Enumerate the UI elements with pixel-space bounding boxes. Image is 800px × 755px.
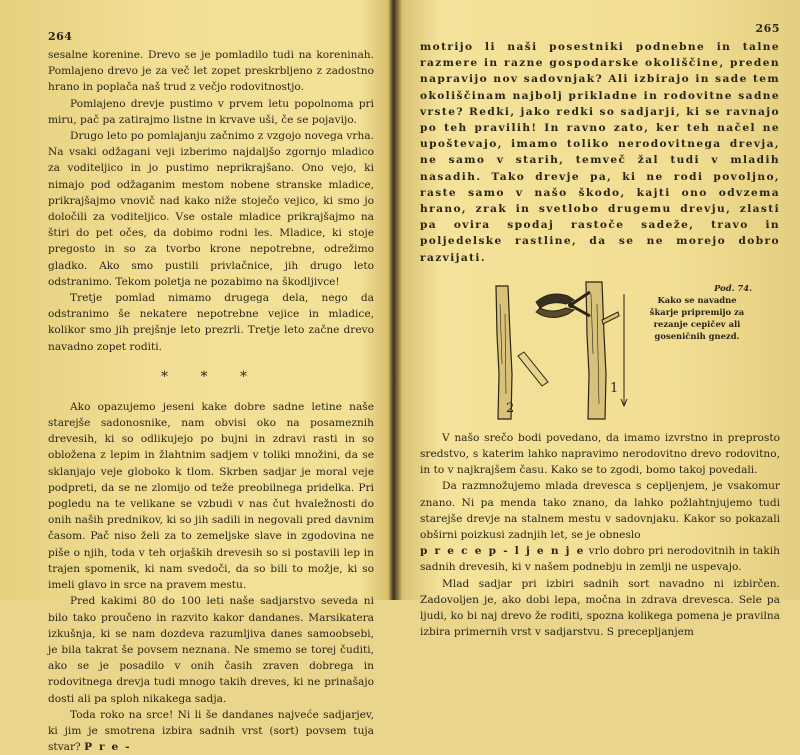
right-page [398,0,800,639]
spaced-word: P r e - [84,741,132,754]
paragraph-text: Toda roko na srce! Ni li še dandanes najveće sadjarjev, ki jim je smotrena izbira sadnih vrst (sort) povsem tuja stvar? [48,708,374,754]
figure-label-2: 2 [506,400,515,416]
spaced-word: p r e c e p - l j e n j e [420,545,585,558]
paragraph: Pomlajeno drevje pustimo v prvem letu popolnoma pri miru, pač pa zatirajmo listne in krvave uši, če se pojavijo. [48,97,374,126]
paragraph-emphasized: motrijo li naši posestniki podnebne in talne razmere in razne gospodarske okoliščine, preden napravijo nov sadovnjak? Ali izbirajo in sade tem okoliščinam najbolj prikladne in rodovitne sadne vrste? Redki, jako redki so sadjarji, ki se ravnajo po teh pravilih! In ravno zato, ker teh načel ne upoštevajo, imamo toliko nerodovitnega drevja, ne samo v starih, temveč žal tudi v mladih nasadih. Tako drevje pa, ki ne rodi povoljno, raste samo v našo škodo, kajti ono odvzema hrano, zrak in svetlobo drugemu drevju, zlasti pa ovira spodaj rastoče sadeže, travo in poljedelske rastline, da se ne morejo dobro razvijati. [420,41,780,264]
pruning-shears-illustration [478,274,638,424]
figure-number: Pod. 74. [714,282,752,293]
figure-caption-text: Kako se navadne škarje pripremijo za rezanje cepičev ali goseničnih gnezd. [649,294,745,341]
scion-icon [518,352,548,386]
paragraph-text: vrlo dobro pri nerodovitnih in takih sadnih drevesih, ki v našem podnebju in zemlji ne uspevajo. [420,545,780,574]
paragraph [420,543,780,575]
paragraph: Mlad sadjar pri izbiri sadnih sort navadno ni izbirčen. Zadovoljen je, ako dobi lepa, močna in zdrava drevesca. Sele pa ljudi, ko bi naj drevo že roditi, spozna kolikega pomena je pravilna izbira primernih vrst v sadjarstvu. S precepljanjem [420,577,780,639]
right-page-text [420,39,780,640]
page-number-right: 265 [755,22,780,35]
figure-caption [642,282,752,342]
left-page-text [48,47,374,755]
paragraph [48,707,374,755]
paragraph: V našo srečo bodi povedano, da imamo izvrstno in preprosto sredstvo, s katerim lahko napravimo nerodovitno drevo rodovitno, in to v najkrajšem času. Kako se to zgodi, bomo takoj povedali. [420,431,780,477]
page-number-left: 264 [48,30,73,43]
left-page [0,0,392,754]
branch-icon [496,286,515,419]
branch-icon [586,282,606,419]
paragraph: Pred kakimi 80 do 100 leti naše sadjarstvo seveda ni bilo tako proučeno in razvito kakor dandanes. Marsikatera izkušnja, ki se nam dozdeva razumljiva danes samoobsebi, je bila takrat še povsem neznana. Ne smemo se torej čuditi, ako se je posadilo v onih časih zraven dobrega in rodovitnega drevja tudi mnogo takih dreves, ki ne prinašajo dosti ali pa sploh nikakega sadja. [48,595,374,705]
paragraph: Drugo leto po pomlajanju začnimo z vzgojo novega vrha. Na vsaki odžagani veji izberimo najdaljšo zgornjo mladico za voditeljico in jo pustimo neprikrajšano. Ono vejo, ki nimajo pod odžaganim mestom nobene stranske mladice, prikrajšajmo vnovič nad kako niže stoječo vejico, ki smo jo določili za voditeljico. Vse ostale mladice prikrajšajmo na štiri do pet očes, da dobimo rodni les. Mladice, ki stoje pregosto in so za tvorbo krone nepotrebne, odrežimo gladko. Ako smo pustili privlačnice, jih drugo leto odstranimo. Tekom poletja ne pozabimo na škodljivce! [48,130,374,288]
section-ornament: * * * [161,368,261,385]
paragraph: Tretje pomlad nimamo drugega dela, nego da odstranimo še nekatere nepotrebne vejice in mladice, kolikor smo jih prejšnje leto prezrli. Tretje leto začne drevo navadno zopet roditi. [48,292,374,353]
figure-label-1: 1 [610,380,619,396]
paragraph: Ako opazujemo jeseni kake dobre sadne letine naše starejše sadonosnike, nam obvisi oko na posameznih drevesih, ki so odlikujejo po bujni in zdravi rasti in so obložena z lepim in žlahtnim sadjem v toliki množini, da se sklanjajo veje globoko k tlom. Skrben sadjar je moral veje podpreti, da se ne zlomijo od teže preobilnega pridelka. Pri pogledu na te velikane se vzbudi v nas čut hvaležnosti do onih naših prednikov, ki so jih sadili in negovali pred davnim časom. Pač niso želi za to zemeljske slave in zgodovina ne piše o njih, toda v teh orjaških drevesih so si postavili lep in trajen spomenik, ki nam svedoči, da so bili to možje, ki so imeli glavo in srce na pravem mestu. [48,400,374,592]
paragraph: sesalne koreninе. Drevo se je pomladilo tudi na koreninah. Pomlajeno drevo je za več let zopet preskrbljeno z zadostno hrano in poplača naš trud z večjo rodovitnostjo. [48,49,374,94]
paragraph: Da razmnožujemo mlada drevesca s cepljenjem, je vsakomur znano. Ni pa menda tako znano, da lahko požlahtnjujemo tudi starejše drevje na stalnem mestu v sadovnjaku. Kakor so pokazali obširni poizkusi zadnjih let, se je obneslo [420,480,780,542]
figure-74 [420,274,780,424]
